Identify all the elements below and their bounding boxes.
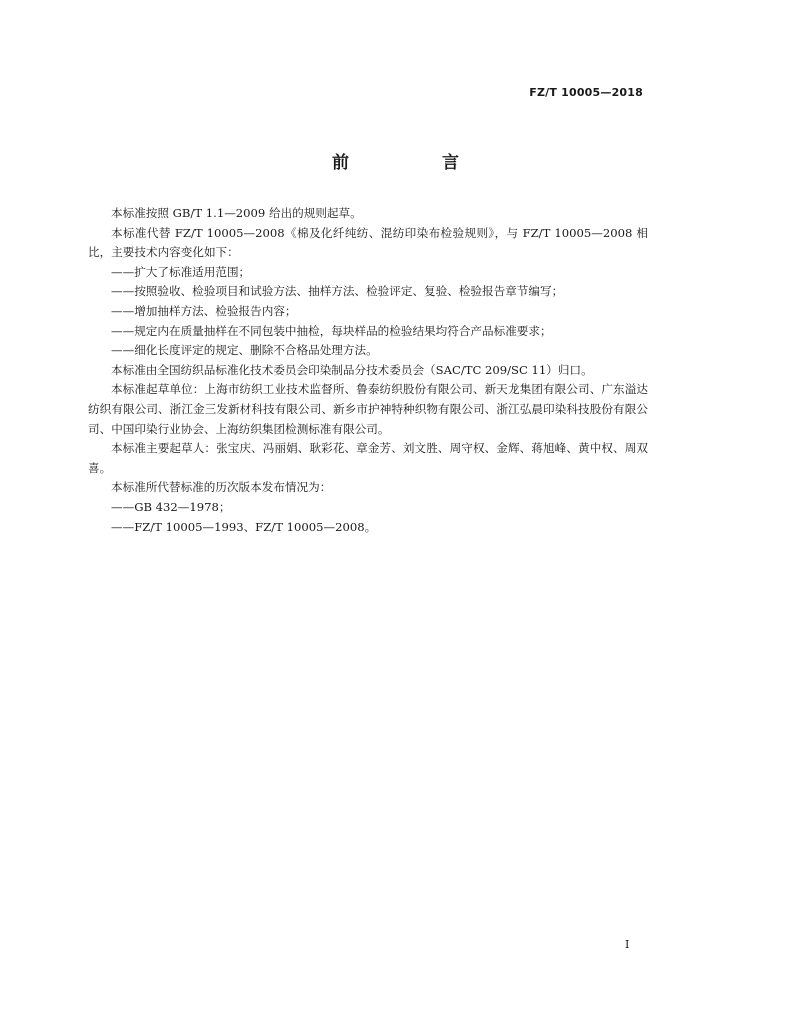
- history-item: ——GB 432—1978；: [111, 499, 231, 514]
- paragraph-replacement: 本标准代替 FZ/T 10005—2008《棉及化纤纯纺、混纺印染布检验规则》，与 FZ/T 10005—2008 相比，主要技术内容变化如下：: [88, 225, 648, 260]
- body-text: [88, 204, 648, 537]
- change-item: ——细化长度评定的规定、删除不合格品处理方法。: [111, 343, 378, 358]
- change-item: ——规定内在质量抽样在不同包装中抽检，每块样品的检验结果均符合产品标准要求；: [111, 323, 552, 338]
- paragraph-drafters: 本标准主要起草人：张宝庆、冯丽娟、耿彩花、章金芳、刘文胜、周守权、金辉、蒋旭峰、黄中权、周双喜。: [88, 441, 648, 475]
- change-item: ——增加抽样方法、检验报告内容；: [111, 303, 297, 318]
- page-title: 前 言: [332, 153, 497, 173]
- paragraph-history: 本标准所代替标准的历次版本发布情况为：: [111, 480, 332, 495]
- paragraph-drafting-rules: 本标准按照 GB/T 1.1—2009 给出的规则起草。: [111, 206, 362, 220]
- change-item: ——按照验收、检验项目和试验方法、抽样方法、检验评定、复验、检验报告章节编写；: [111, 284, 564, 299]
- paragraph-drafting-units: 本标准起草单位：上海市纺织工业技术监督所、鲁泰纺织股份有限公司、新天龙集团有限公司、广东溢达纺织有限公司、浙江金三发新材科技有限公司、新乡市护神特种织物有限公司、浙江弘晨印染科技股份有限公司、中国印染行业协会、上海纺织集团检测标准有限公司。: [88, 382, 648, 436]
- paragraph-committee: 本标准由全国纺织品标准化技术委员会印染制品分技术委员会（SAC/TC 209/SC 11）归口。: [111, 362, 593, 377]
- history-item: ——FZ/T 10005—1993、FZ/T 10005—2008。: [111, 519, 377, 534]
- page-number: I: [625, 938, 630, 951]
- standard-number: FZ/T 10005—2018: [529, 86, 643, 99]
- change-item: ——扩大了标准适用范围；: [111, 264, 251, 279]
